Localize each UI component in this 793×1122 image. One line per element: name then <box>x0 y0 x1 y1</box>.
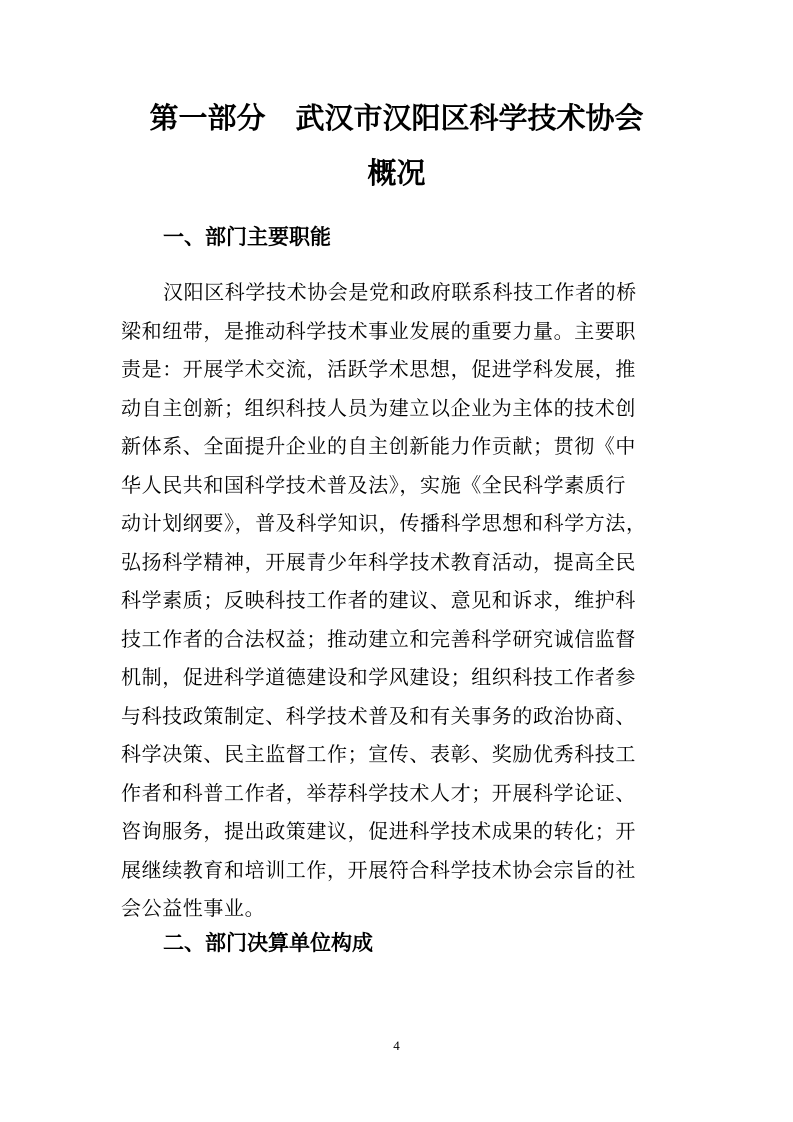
body-line-8: 弘扬科学精神，开展青少年科学技术教育活动，提高全民 <box>121 549 636 574</box>
body-line-7: 动计划纲要》，普及科学知识，传播科学思想和科学方法， <box>121 511 647 535</box>
body-line-3: 责是：开展学术交流，活跃学术思想，促进学科发展，推 <box>121 357 636 381</box>
title-part-label: 第一部分 <box>149 101 266 135</box>
page-number: 4 <box>393 1038 400 1053</box>
body-line-2: 梁和纽带，是推动科学技术事业发展的重要力量。主要职 <box>121 318 636 343</box>
body-line-11: 机制，促进科学道德建设和学风建设；组织科技工作者参 <box>121 665 636 689</box>
section-heading-main-functions: 一、部门主要职能 <box>163 225 331 249</box>
section-body-main-functions <box>121 273 701 928</box>
body-line-10: 技工作者的合法权益；推动建立和完善科学研究诚信监督 <box>121 626 636 651</box>
title-organization-name: 武汉市汉阳区科学技术协会 <box>295 101 644 135</box>
body-line-17: 会公益性事业。 <box>121 896 266 920</box>
body-line-9: 科学素质；反映科技工作者的建议、意见和诉求，维护科 <box>121 588 636 612</box>
body-line-12: 与科技政策制定、科学技术普及和有关事务的政治协商、 <box>121 703 636 728</box>
body-line-4: 动自主创新；组织科技人员为建立以企业为主体的技术创 <box>121 395 636 420</box>
document-title-line-2: 概况 <box>367 156 426 190</box>
body-line-1: 汉阳区科学技术协会是党和政府联系科技工作者的桥 <box>163 280 637 304</box>
body-line-16: 展继续教育和培训工作，开展符合科学技术协会宗旨的社 <box>121 857 636 882</box>
body-line-5: 新体系、全面提升企业的自主创新能力作贡献；贯彻《中 <box>121 434 636 458</box>
body-line-14: 作者和科普工作者，举荐科学技术人才；开展科学论证、 <box>121 780 636 805</box>
body-line-15: 咨询服务，提出政策建议，促进科学技术成果的转化；开 <box>121 819 636 843</box>
body-line-6: 华人民共和国科学技术普及法》，实施《全民科学素质行 <box>121 472 626 497</box>
document-title-line-1 <box>0 98 793 138</box>
body-line-13: 科学决策、民主监督工作；宣传、表彰、奖励优秀科技工 <box>121 742 636 766</box>
section-heading-unit-composition: 二、部门决算单位构成 <box>163 931 373 955</box>
